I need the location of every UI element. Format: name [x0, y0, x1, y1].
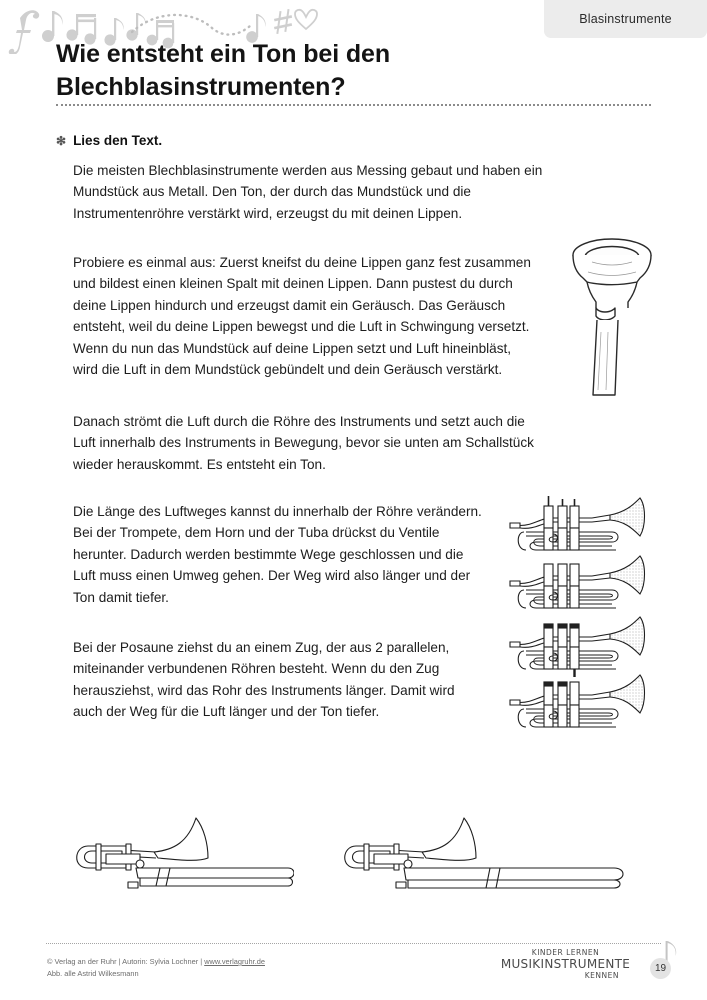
- body-paragraph: Die Länge des Luftweges kannst du innerhalb der Röhre verändern. Bei der Trompete, dem Horn und der Tuba drückst du Ventile herunter. Dadurch werden bestimmte Wege geschlossen und die Luft muss einen Umweg gehen. Der Weg wird also länger und der Ton damit tiefer.: [73, 504, 482, 605]
- page-title: Wie entsteht ein Ton bei den Blechblasinstrumenten?: [56, 40, 391, 101]
- title-divider: [56, 104, 651, 106]
- instruction-label: Lies den Text.: [73, 133, 163, 148]
- instruction-line: [56, 133, 162, 148]
- body-paragraph: Die meisten Blechblasinstrumente werden aus Messing gebaut und haben ein Mundstück aus Metall. Den Ton, der durch das Mundstück und die Instrumentenröhre verstärkt wird, erzeugst du mit deinen Lippen.: [73, 163, 543, 221]
- topic-tab: [544, 0, 707, 38]
- publisher-link[interactable]: www.verlagruhr.de: [204, 957, 265, 966]
- flower-bullet-icon: ❇: [56, 134, 67, 148]
- series-logo-line-3: KENNEN: [584, 971, 619, 980]
- page-number-badge: 19: [650, 958, 671, 979]
- trumpets-valves-up-illustration: [500, 492, 672, 610]
- mouthpiece-illustration: [552, 232, 672, 404]
- trombone-slide-in-illustration: [62, 806, 294, 898]
- footer-credits: [47, 956, 265, 980]
- series-logo-line-1: KINDER LERNEN: [531, 948, 600, 957]
- series-logo: [498, 948, 633, 980]
- topic-tab-label: Blasinstrumente: [579, 12, 672, 26]
- trombone-slide-out-illustration: [330, 806, 640, 898]
- footer-divider: [46, 943, 661, 945]
- series-logo-line-2: MUSIKINSTRUMENTE: [500, 957, 631, 971]
- credit-line-1: [47, 956, 265, 968]
- trumpets-valves-down-illustration: [500, 616, 672, 738]
- body-paragraph: Danach strömt die Luft durch die Röhre des Instruments und setzt auch die Luft innerhalb des Instruments in Bewegung, bevor sie unten am Schallstück wieder herauskommt. Es entsteht ein Ton.: [73, 414, 534, 472]
- credit-prefix: © Verlag an der Ruhr | Autorin: Sylvia Lochner |: [47, 957, 205, 966]
- credit-line-2: Abb. alle Astrid Wilkesmann: [47, 969, 139, 979]
- body-paragraph: Bei der Posaune ziehst du an einem Zug, der aus 2 parallelen, miteinander verbundenen Röhren besteht. Wenn du den Zug herausziehst, wird das Rohr des Instruments länger. Damit wird auch der Weg für die Luft länger und der Ton tiefer.: [73, 640, 455, 720]
- body-paragraph: Probiere es einmal aus: Zuerst kneifst du deine Lippen ganz fest zusammen und bildest einen kleinen Spalt mit deinen Lippen. Dann pustest du durch deine Lippen hindurch und erzeugst damit ein Geräusch. Das Geräusch entsteht, weil du deine Lippen bewegst und die Luft in Schwingung versetzt. Wenn du nun das Mundstück auf deine Lippen setzt und Luft hineinbläst, wird die Luft in dem Mundstück gebündelt und dein Geräusch verstärkt.: [73, 255, 531, 378]
